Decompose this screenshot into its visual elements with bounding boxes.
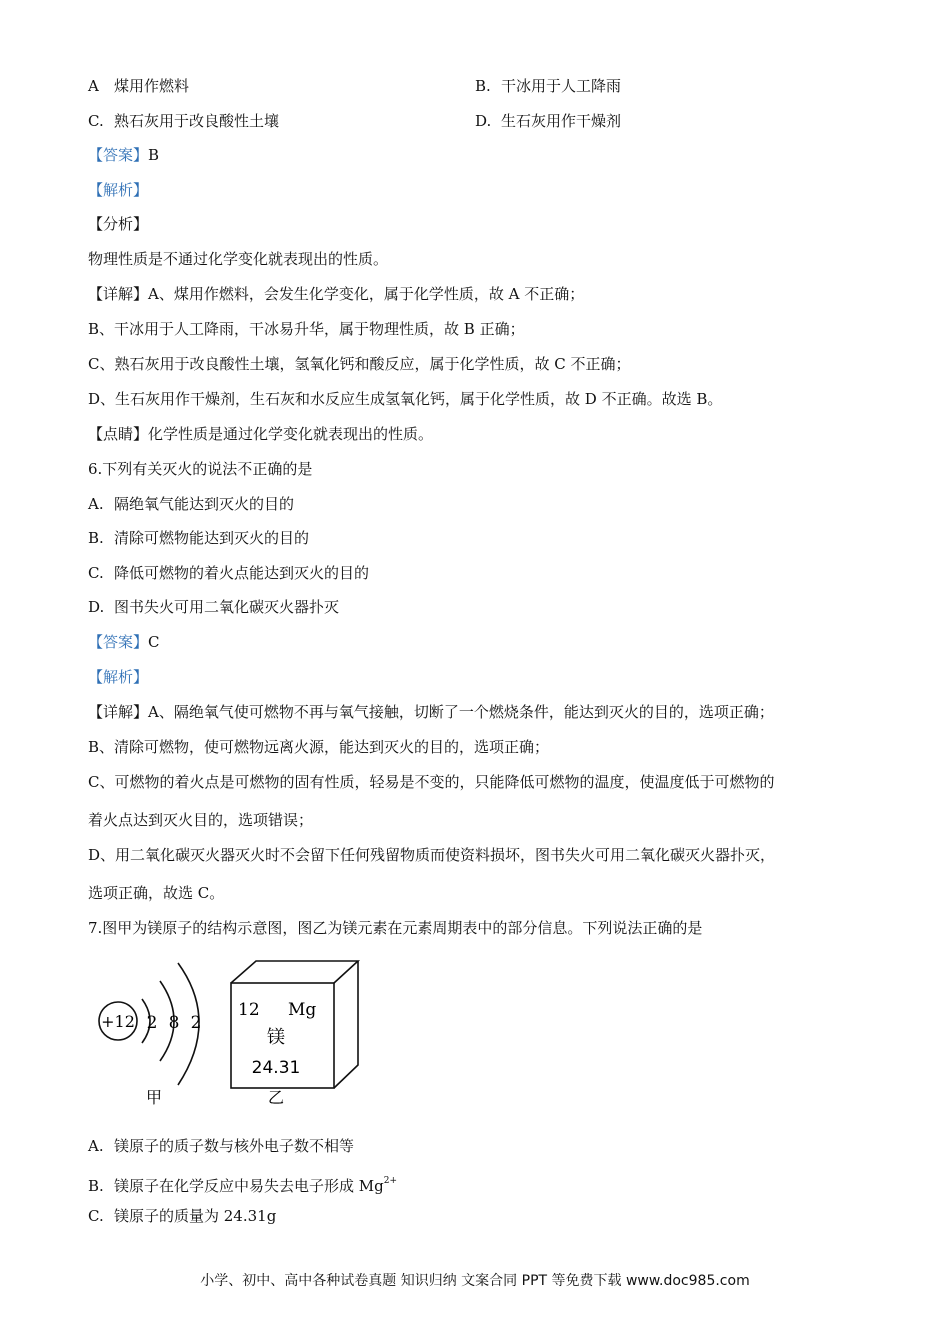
answer-tag: 【答案】 [88,146,149,164]
answer-value: C [148,633,160,651]
label-yi: 乙 [267,1088,285,1107]
q6-detail-line-5: D、用二氧化碳灭火器灭火时不会留下任何残留物质而使资料损坏，图书失火可用二氧化碳灭火器扑灭， [88,846,776,864]
q6-analysis-line [88,667,148,687]
option-letter: A. [88,495,104,513]
q6-detail-line-1 [88,702,774,722]
dianjing-tag: 【点睛】 [88,425,149,443]
atomic-mass: 24.31 [251,1058,301,1078]
option-letter: C. [88,112,104,130]
fenxi-line [88,214,148,234]
q6-option-a [88,494,294,514]
detail-tag: 【详解】 [88,703,149,721]
periodic-table-cell [231,961,358,1107]
option-a [88,76,189,96]
option-b [475,76,621,96]
element-name: 镁 [267,1027,285,1048]
element-symbol: Mg [288,1000,317,1020]
shell-electrons-2: 8 [168,1013,180,1033]
answer-tag: 【答案】 [88,633,149,651]
dianjing-text: 化学性质是通过化学变化就表现出的性质。 [148,425,434,443]
option-c [88,111,279,131]
atomic-number: 12 [238,1000,260,1020]
shell-electrons-1: 2 [146,1013,158,1033]
option-d [475,111,621,131]
cell-top [231,961,358,983]
q7-option-c [88,1206,276,1226]
option-text: 降低可燃物的着火点能达到灭火的目的 [114,564,370,582]
q6-option-b [88,528,309,548]
detail-tag: 【详解】 [88,285,149,303]
q6-detail-line-3: C、可燃物的着火点是可燃物的固有性质，轻易是不变的，只能降低可燃物的温度，使温度低于可燃物的 [88,773,775,791]
option-text: 镁原子的质子数与核外电子数不相等 [114,1137,355,1155]
detail-text: A、隔绝氧气使可燃物不再与氧气接触，切断了一个燃烧条件，能达到灭火的目的，选项正确； [148,703,774,721]
option-text: 煤用作燃料 [114,77,190,95]
option-letter: A [88,77,99,95]
option-letter: A. [88,1137,104,1155]
option-text: 干冰用于人工降雨 [501,77,622,95]
question-7-title: 7.图甲为镁原子的结构示意图，图乙为镁元素在元素周期表中的部分信息。下列说法正确的是 [88,919,703,937]
option-text: 图书失火可用二氧化碳灭火器扑灭 [114,598,340,616]
nucleus-charge: +12 [101,1012,135,1031]
ion-charge: 2+ [383,1176,398,1186]
detail-line-3: C、熟石灰用于改良酸性土壤，氢氧化钙和酸反应，属于化学性质，故 C 不正确； [88,355,631,373]
fenxi-text: 物理性质是不通过化学变化就表现出的性质。 [88,250,389,268]
answer-value: B [148,146,160,164]
q6-option-d [88,597,339,617]
detail-line-2: B、干冰用于人工降雨，干冰易升华，属于物理性质，故 B 正确； [88,320,525,338]
option-letter: C. [88,1207,104,1225]
detail-line-1 [88,284,584,304]
analysis-tag: 【解析】 [88,668,149,686]
option-letter: D. [475,112,492,130]
q6-detail-line-2: B、清除可燃物，使可燃物远离火源，能达到灭火的目的，选项正确； [88,738,550,756]
analysis-line [88,180,148,200]
detail-line-4: D、生石灰用作干燥剂，生石灰和水反应生成氢氧化钙，属于化学性质，故 D 不正确。故选 B。 [88,390,723,408]
atom-structure-diagram [99,963,201,1107]
option-text: 熟石灰用于改良酸性土壤 [114,112,280,130]
answer-line [88,145,159,165]
option-letter: C. [88,564,104,582]
option-letter: B. [88,1177,104,1195]
detail-text: A、煤用作燃料，会发生化学变化，属于化学性质，故 A 不正确； [148,285,585,303]
option-text: 镁原子的质量为 24.31g [114,1207,277,1225]
q6-answer-line [88,632,160,652]
question-6-title: 6.下列有关灭火的说法不正确的是 [88,460,313,478]
fenxi-tag: 【分析】 [88,215,149,233]
option-letter: D. [88,598,105,616]
q6-detail-line-6: 选项正确，故选 C。 [88,884,225,902]
option-text: 生石灰用作干燥剂 [501,112,622,130]
q6-option-c [88,563,369,583]
analysis-tag: 【解析】 [88,181,149,199]
q6-detail-line-4: 着火点达到灭火目的，选项错误； [88,811,314,829]
q7-option-a [88,1136,354,1156]
option-text: 镁原子在化学反应中易失去电子形成 Mg [114,1177,384,1195]
dianjing-line [88,424,433,444]
page-footer: 小学、初中、高中各种试卷真题 知识归纳 文案合同 PPT 等免费下载 www.doc985.com [200,1273,750,1289]
option-letter: B. [475,77,491,95]
label-jia: 甲 [145,1088,163,1107]
option-letter: B. [88,529,104,547]
q7-option-b [88,1171,397,1196]
option-text: 隔绝氧气能达到灭火的目的 [114,495,295,513]
option-text: 清除可燃物能达到灭火的目的 [114,529,310,547]
magnesium-figure [88,955,368,1115]
shell-electrons-3: 2 [190,1013,202,1033]
